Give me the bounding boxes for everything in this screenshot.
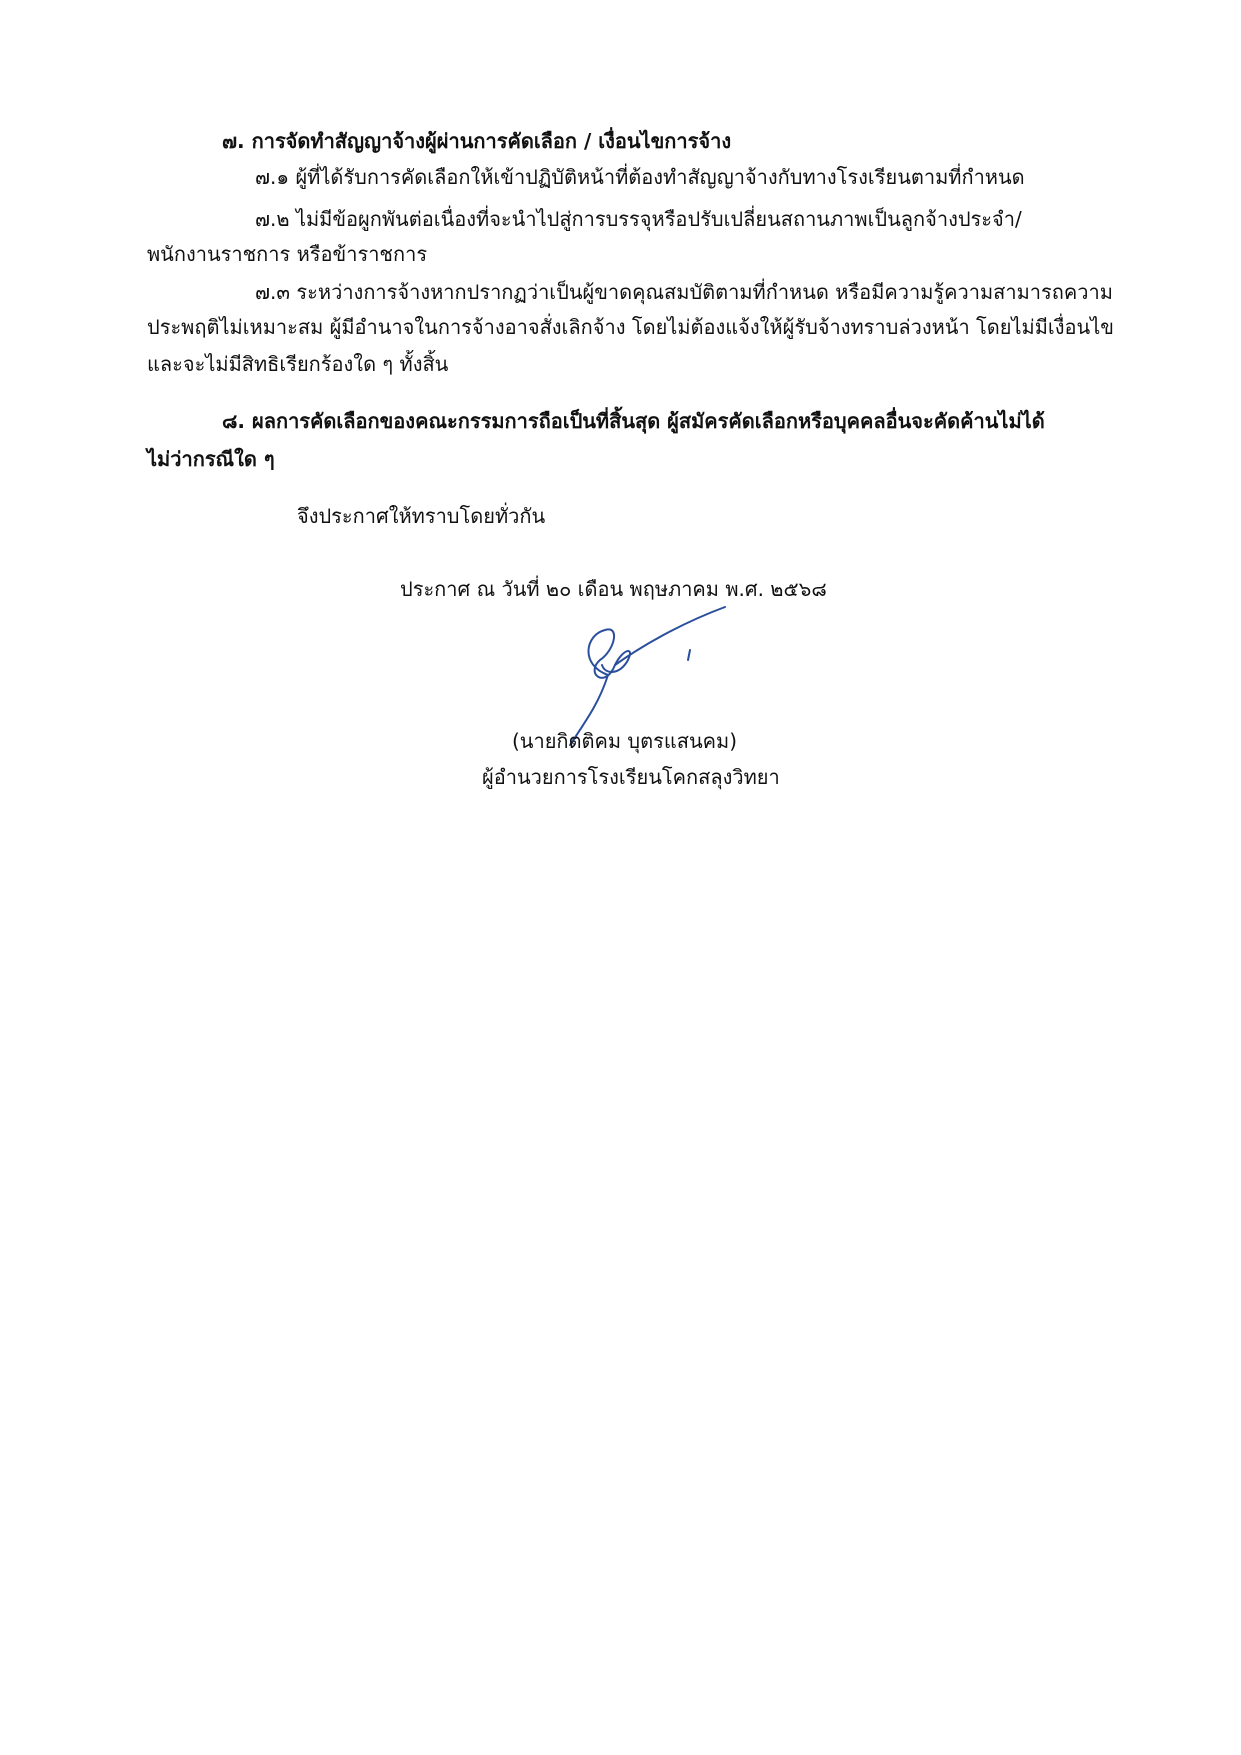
section-7-item-3-line-3: และจะไม่มีสิทธิเรียกร้องใด ๆ ทั้งสิ้น [147, 352, 449, 376]
signer-position: ผู้อำนวยการโรงเรียนโคกสลุงวิทยา [482, 765, 780, 789]
section-7-item-1: ๗.๑ ผู้ที่ได้รับการคัดเลือกให้เข้าปฏิบัติหน้าที่ต้องทำสัญญาจ้างกับทางโรงเรียนตามที่กำหนด [255, 165, 1025, 189]
signature-stroke [615, 607, 725, 665]
announce-date: ประกาศ ณ วันที่ ๒๐ เดือน พฤษภาคม พ.ศ. ๒๕๖๘ [400, 577, 827, 601]
section-7-heading: ๗. การจัดทำสัญญาจ้างผู้ผ่านการคัดเลือก / เงื่อนไขการจ้าง [222, 129, 732, 153]
signature-stroke [688, 650, 690, 660]
section-7-item-3-line-1: ๗.๓ ระหว่างการจ้างหากปรากฏว่าเป็นผู้ขาดคุณสมบัติตามที่กำหนด หรือมีความรู้ความสามารถความ [255, 280, 1113, 304]
section-7-item-2-line-2: พนักงานราชการ หรือข้าราชการ [147, 242, 428, 266]
signer-name: (นายกิตติคม บุตรแสนคม) [512, 729, 737, 753]
section-7-item-2-line-1: ๗.๒ ไม่มีข้อผูกพันต่อเนื่องที่จะนำไปสู่การบรรจุหรือปรับเปลี่ยนสถานภาพเป็นลูกจ้างประจำ/ [255, 207, 1022, 231]
signature-stroke [588, 629, 630, 677]
closing-statement: จึงประกาศให้ทราบโดยทั่วกัน [297, 504, 546, 528]
section-7-item-3-line-2: ประพฤติไม่เหมาะสม ผู้มีอำนาจในการจ้างอาจสั่งเลิกจ้าง โดยไม่ต้องแจ้งให้ผู้รับจ้างทราบล่วงหน้า โดยไม่มีเงื่อนไข [147, 315, 1114, 339]
section-8-line-1: ๘. ผลการคัดเลือกของคณะกรรมการถือเป็นที่สิ้นสุด ผู้สมัครคัดเลือกหรือบุคคลอื่นจะคัดค้านไม่ได้ [222, 409, 1045, 433]
section-8-line-2: ไม่ว่ากรณีใด ๆ [147, 447, 275, 471]
